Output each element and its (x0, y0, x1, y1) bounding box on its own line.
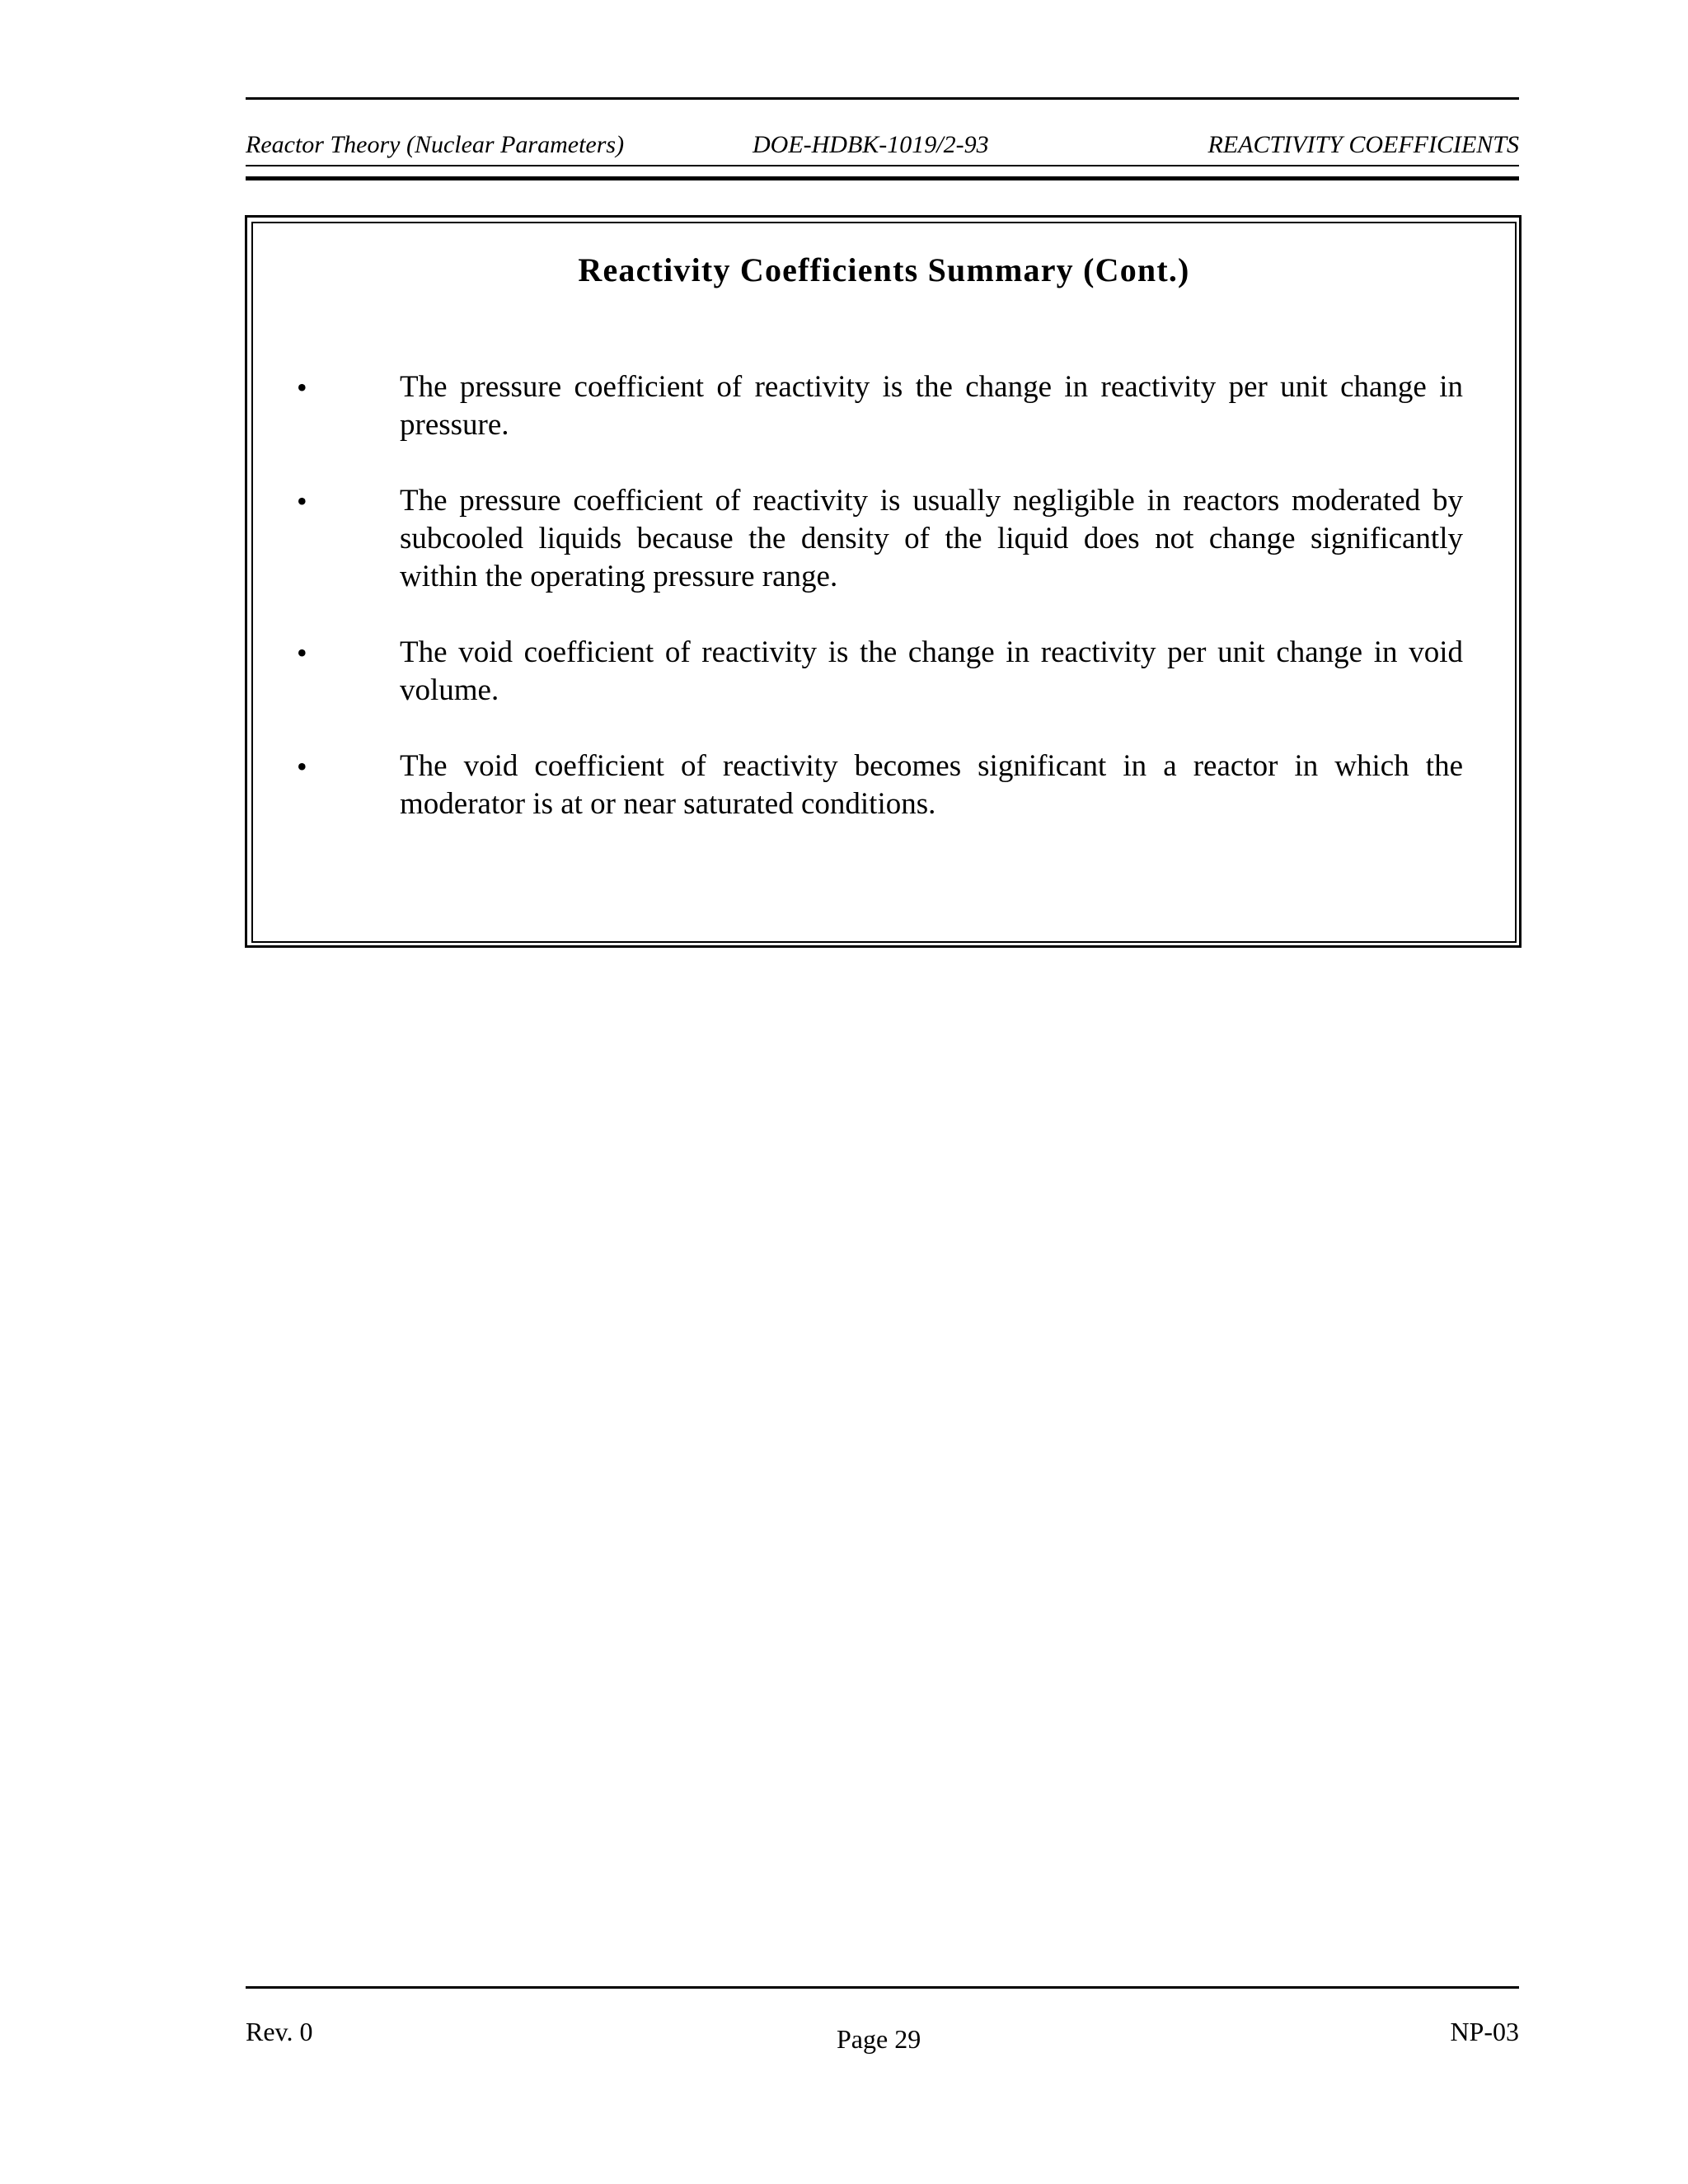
summary-box-title: Reactivity Coefficients Summary (Cont.) (578, 251, 1190, 288)
header-document-number: DOE-HDBK-1019/2-93 (753, 131, 989, 158)
header-top-rule (246, 97, 1519, 100)
bullet-icon: • (297, 636, 307, 669)
summary-bullet-text: The pressure coefficient of reactivity is the change in reactivity per unit change in pressure. (400, 370, 1463, 442)
footer-revision: Rev. 0 (246, 2017, 313, 2046)
bullet-icon: • (297, 485, 307, 518)
footer-rule (246, 1986, 1519, 1989)
summary-bullet-text: The void coefficient of reactivity is the change in reactivity per unit change in void volume. (400, 635, 1463, 707)
header-bottom-rule-thin (246, 165, 1519, 166)
bullet-icon: • (297, 371, 307, 404)
summary-bullet-text: The pressure coefficient of reactivity is usually negligible in reactors moderated by subcooled liquids because the density of the liquid does not change significantly within the operating pressure range. (400, 484, 1463, 593)
footer-page-number: Page 29 (837, 2024, 921, 2054)
header-chapter-title: REACTIVITY COEFFICIENTS (1207, 131, 1519, 158)
header-bottom-rule-thick (246, 176, 1519, 180)
summary-bullet-text: The void coefficient of reactivity becomes significant in a reactor in which the moderator is at or near saturated conditions. (400, 749, 1463, 821)
bullet-icon: • (297, 750, 307, 783)
header-section-title: Reactor Theory (Nuclear Parameters) (246, 131, 625, 158)
footer-module-code: NP-03 (1450, 2017, 1519, 2046)
